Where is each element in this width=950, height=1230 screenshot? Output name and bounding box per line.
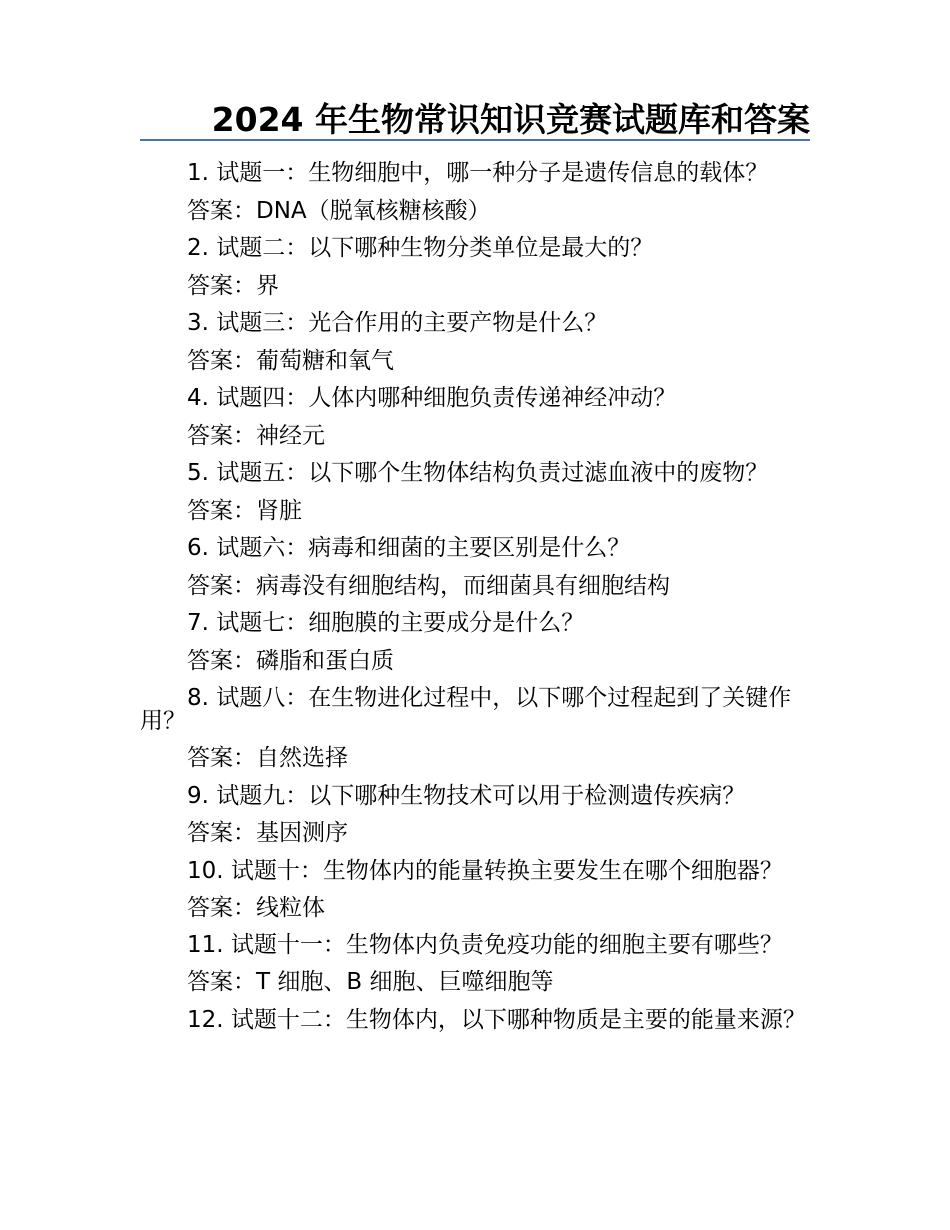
question-9: 9. 试题九：以下哪种生物技术可以用于检测遗传疾病？ <box>187 782 746 809</box>
answer-7: 答案：磷脂和蛋白质 <box>187 647 394 674</box>
question-1: 1. 试题一：生物细胞中，哪一种分子是遗传信息的载体？ <box>187 160 769 186</box>
question-11: 11. 试题十一：生物体内负责免疫功能的细胞主要有哪些？ <box>187 932 783 958</box>
answer-8: 答案：自然选择 <box>187 745 348 771</box>
answer-3: 答案：葡萄糖和氧气 <box>187 347 394 374</box>
question-7: 7. 试题七：细胞膜的主要成分是什么？ <box>187 610 585 636</box>
answer-11: 答案：T 细胞、B 细胞、巨噬细胞等 <box>187 969 554 995</box>
question-5: 5. 试题五：以下哪个生物体结构负责过滤血液中的废物？ <box>187 460 769 486</box>
question-6: 6. 试题六：病毒和细菌的主要区别是什么？ <box>187 535 631 561</box>
question-10: 10. 试题十：生物体内的能量转换主要发生在哪个细胞器？ <box>187 857 783 884</box>
question-4: 4. 试题四：人体内哪种细胞负责传递神经冲动？ <box>187 385 677 411</box>
qa-list <box>140 155 812 1039</box>
question-12: 12. 试题十二：生物体内，以下哪种物质是主要的能量来源？ <box>187 1006 806 1033</box>
question-8: 8. 试题八：在生物进化过程中，以下哪个过程起到了关键作用？ <box>140 685 792 734</box>
answer-6: 答案：病毒没有细胞结构，而细菌具有细胞结构 <box>187 572 670 599</box>
answer-2: 答案：界 <box>187 272 279 299</box>
question-3: 3. 试题三：光合作用的主要产物是什么？ <box>187 310 608 336</box>
answer-10: 答案：线粒体 <box>187 894 325 921</box>
title-underline <box>140 139 810 141</box>
answer-9: 答案：基因测序 <box>187 820 348 846</box>
answer-1: 答案：DNA（脱氧核糖核酸） <box>187 197 491 224</box>
question-2: 2. 试题二：以下哪种生物分类单位是最大的？ <box>187 235 654 261</box>
document-title: 2024 年生物常识知识竞赛试题库和答案 <box>211 100 810 139</box>
answer-5: 答案：肾脏 <box>187 497 302 524</box>
answer-4: 答案：神经元 <box>187 422 325 449</box>
